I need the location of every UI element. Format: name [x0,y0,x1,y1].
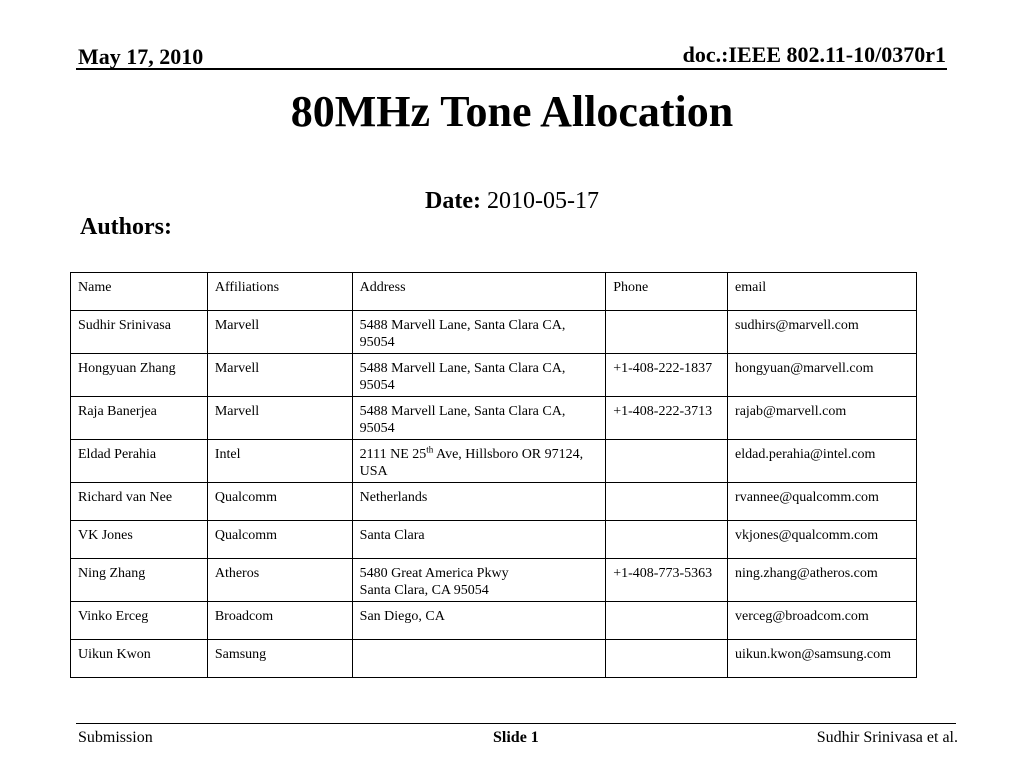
author-address: Netherlands [352,483,606,521]
author-address: 5488 Marvell Lane, Santa Clara CA, 95054 [352,311,606,354]
author-email: uikun.kwon@samsung.com [728,640,917,678]
authors-heading: Authors: [80,214,173,240]
table-row [71,602,917,640]
table-row [71,440,917,483]
author-phone [606,602,728,640]
author-name: Raja Banerjea [71,397,208,440]
footer-rule [76,723,956,724]
author-phone [606,440,728,483]
header-cell-phone: Phone [606,273,728,311]
author-name: VK Jones [71,521,208,559]
header-cell-affiliations: Affiliations [207,273,352,311]
author-affiliation: Atheros [207,559,352,602]
address-line: Santa Clara, CA 95054 [359,583,489,598]
table-row [71,397,917,440]
author-affiliation: Qualcomm [207,483,352,521]
ordinal-suffix: th [426,444,434,455]
author-email: vkjones@qualcomm.com [728,521,917,559]
footer-submission: Submission [78,729,153,746]
date-value: 2010-05-17 [486,188,599,214]
author-address [352,640,606,678]
date-line [0,188,1024,215]
author-phone [606,311,728,354]
author-email: eldad.perahia@intel.com [728,440,917,483]
author-name: Hongyuan Zhang [71,354,208,397]
author-email: rvannee@qualcomm.com [728,483,917,521]
table-row [71,521,917,559]
table-row [71,354,917,397]
author-email: verceg@broadcom.com [728,602,917,640]
author-name: Eldad Perahia [71,440,208,483]
author-phone: +1-408-222-3713 [606,397,728,440]
author-affiliation: Qualcomm [207,521,352,559]
author-email: ning.zhang@atheros.com [728,559,917,602]
date-label: Date: [425,188,481,214]
author-phone: +1-408-222-1837 [606,354,728,397]
author-affiliation: Intel [207,440,352,483]
slide-title: 80MHz Tone Allocation [290,87,734,136]
author-name: Ning Zhang [71,559,208,602]
author-address [352,440,606,483]
author-name: Sudhir Srinivasa [71,311,208,354]
footer-slide-number: Slide 1 [493,729,539,746]
author-name: Vinko Erceg [71,602,208,640]
author-address: San Diego, CA [352,602,606,640]
address-line: 5480 Great America Pkwy [359,566,509,581]
author-email: rajab@marvell.com [728,397,917,440]
header-rule [76,68,947,70]
author-address [352,559,606,602]
author-affiliation: Marvell [207,311,352,354]
author-affiliation: Broadcom [207,602,352,640]
footer-authors: Sudhir Srinivasa et al. [816,729,958,746]
address-part: 2111 NE 25 [359,447,427,462]
header-date: May 17, 2010 [78,44,204,69]
header-cell-address: Address [352,273,606,311]
table-header-row [71,273,917,311]
author-phone [606,640,728,678]
author-email: sudhirs@marvell.com [728,311,917,354]
author-email: hongyuan@marvell.com [728,354,917,397]
author-affiliation: Marvell [207,397,352,440]
header-cell-email: email [728,273,917,311]
table-row [71,559,917,602]
author-affiliation: Marvell [207,354,352,397]
author-address: Santa Clara [352,521,606,559]
table-row [71,640,917,678]
author-phone [606,521,728,559]
author-name: Richard van Nee [71,483,208,521]
header-doc-id: doc.:IEEE 802.11-10/0370r1 [682,42,946,67]
authors-table [70,272,917,678]
address-part: Ave, Hillsboro OR 97124, USA [359,447,584,479]
table-row [71,483,917,521]
author-address: 5488 Marvell Lane, Santa Clara CA, 95054 [352,397,606,440]
author-name: Uikun Kwon [71,640,208,678]
author-phone: +1-408-773-5363 [606,559,728,602]
header-cell-name: Name [71,273,208,311]
table-row [71,311,917,354]
author-phone [606,483,728,521]
author-address: 5488 Marvell Lane, Santa Clara CA, 95054 [352,354,606,397]
author-affiliation: Samsung [207,640,352,678]
